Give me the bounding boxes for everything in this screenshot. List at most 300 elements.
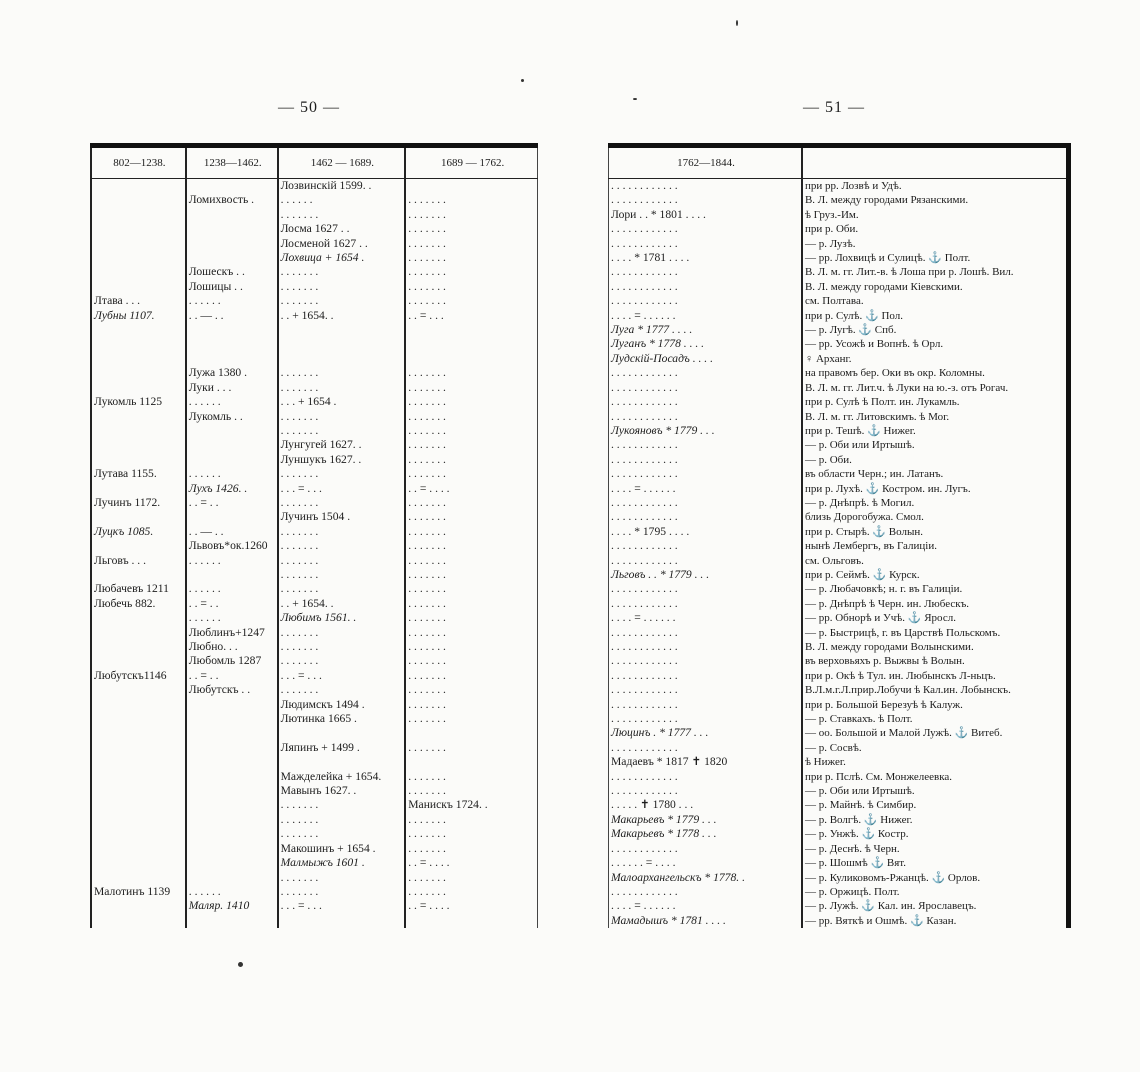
table-cell: . . = . . . . — [405, 899, 537, 913]
table-row — [609, 827, 1069, 841]
table-cell: — р. Шошмѣ ⚓ Вят. — [802, 856, 1069, 870]
table-cell: . . . . . . . — [278, 410, 406, 424]
table-cell: Лютинка 1665 . — [278, 712, 406, 726]
table-cell — [91, 438, 186, 452]
table-cell: . . . . . . . — [405, 208, 537, 222]
table-cell: . . . . . . . . . . . . — [609, 179, 802, 194]
table-row — [91, 885, 538, 899]
table-cell: . . . . . . . — [405, 683, 537, 697]
table-cell: . . . . . . . — [405, 741, 537, 755]
table-cell: . . . . . . . — [278, 827, 406, 841]
table-cell — [405, 726, 537, 740]
table-row — [91, 871, 538, 885]
table-cell: — р. Оржицѣ. Полт. — [802, 885, 1069, 899]
table-row — [91, 842, 538, 856]
table-row — [609, 208, 1069, 222]
table-cell — [186, 222, 278, 236]
table-cell: . . . . . . . — [278, 582, 406, 596]
table-cell: В. Л. между городами Рязанскими. — [802, 193, 1069, 207]
table-row — [91, 352, 538, 366]
table-row — [609, 582, 1069, 596]
ink-speck — [633, 98, 637, 100]
table-row — [609, 626, 1069, 640]
table-cell: . . . . . . . — [405, 193, 537, 207]
table-row — [91, 309, 538, 323]
table-cell: — р. Ставкахъ. ѣ Полт. — [802, 712, 1069, 726]
table-cell: . . . . . . . — [278, 496, 406, 510]
table-cell: — р. Оби или Иртышѣ. — [802, 784, 1069, 798]
table-cell: . . . . . . . — [405, 842, 537, 856]
table-row — [609, 280, 1069, 294]
table-cell: Малмыжъ 1601 . — [278, 856, 406, 870]
table-cell: ѣ Нижег. — [802, 755, 1069, 769]
table-cell: Лукомль 1125 — [91, 395, 186, 409]
table-cell: . . . . . . . — [278, 381, 406, 395]
table-row — [609, 798, 1069, 812]
table-row — [91, 237, 538, 251]
table-cell — [91, 654, 186, 668]
table-cell: . . . . . . . — [278, 280, 406, 294]
table-row — [609, 539, 1069, 553]
table-cell: . . . . . . . — [405, 770, 537, 784]
table-cell: . . = . . — [186, 669, 278, 683]
table-cell: . . . . . . . — [278, 813, 406, 827]
table-cell: Любимъ 1561. . — [278, 611, 406, 625]
table-cell: . . . . . . . . . . . . — [609, 222, 802, 236]
table-cell: на правомъ бер. Оки въ окр. Коломны. — [802, 366, 1069, 380]
ink-speck — [521, 79, 524, 82]
table-cell: . . + 1654. . — [278, 309, 406, 323]
table-row — [91, 410, 538, 424]
table-cell: . . . . . . . — [278, 798, 406, 812]
table-cell: — р. Оби. — [802, 453, 1069, 467]
table-row — [609, 871, 1069, 885]
table-cell: . . . . . . . . . . . . — [609, 654, 802, 668]
table-cell: Лосма 1627 . . — [278, 222, 406, 236]
table-cell: . . . . . . . — [405, 885, 537, 899]
table-row — [91, 294, 538, 308]
table-cell — [278, 352, 406, 366]
table-row — [91, 323, 538, 337]
table-cell: . . . = . . . — [278, 482, 406, 496]
table-cell — [91, 280, 186, 294]
table-cell: В. Л. м. гг. Лит.-в. ѣ Лоша при р. Лошѣ. Вил. — [802, 265, 1069, 279]
table-row — [91, 654, 538, 668]
table-row — [91, 381, 538, 395]
table-cell: Любутскъ1146 — [91, 669, 186, 683]
table-cell: въ области Черн.; ин. Латанъ. — [802, 467, 1069, 481]
table-row — [91, 280, 538, 294]
table-cell: Лошескъ . . — [186, 265, 278, 279]
table-cell — [186, 453, 278, 467]
left-header-col-4: 1689 — 1762. — [405, 146, 537, 179]
table-cell: . . . . . . . — [405, 525, 537, 539]
table-cell: — р. Лужѣ. ⚓ Кал. ин. Ярославецъ. — [802, 899, 1069, 913]
table-cell: . . . . . . . — [405, 265, 537, 279]
table-cell: . . . . . . . . . . . . — [609, 741, 802, 755]
table-cell: Лучинъ 1504 . — [278, 510, 406, 524]
table-cell — [186, 755, 278, 769]
table-cell: . . . . . . — [186, 554, 278, 568]
table-cell — [186, 179, 278, 194]
table-row — [609, 467, 1069, 481]
table-cell: Мавынъ 1627. . — [278, 784, 406, 798]
table-cell: В.Л.м.г.Л.прир.Лобучи ѣ Кал.ин. Лобынскъ. — [802, 683, 1069, 697]
table-row — [91, 813, 538, 827]
table-cell: . . . . . . . — [278, 554, 406, 568]
table-cell — [91, 741, 186, 755]
table-cell — [91, 899, 186, 913]
table-cell — [186, 251, 278, 265]
table-cell: Люблинъ+1247 — [186, 626, 278, 640]
table-cell — [186, 438, 278, 452]
table-row — [91, 366, 538, 380]
table-cell: . . . . . . . . . . . . — [609, 294, 802, 308]
table-cell — [91, 453, 186, 467]
table-cell — [186, 813, 278, 827]
table-cell: . . . . . . . — [405, 827, 537, 841]
table-cell: . . . . . . . . . . . . — [609, 683, 802, 697]
left-header-col-2: 1238—1462. — [186, 146, 278, 179]
table-cell: . . . . . . = . . . . — [609, 856, 802, 870]
table-cell: Люцинъ . * 1777 . . . — [609, 726, 802, 740]
page-number-left: — 50 — — [278, 99, 340, 116]
table-cell: — рр. Обнорѣ и Учѣ. ⚓ Яросл. — [802, 611, 1069, 625]
table-cell: . . . . . . . — [405, 366, 537, 380]
table-cell: ѣ Груз.-Им. — [802, 208, 1069, 222]
table-cell: Лукояновъ * 1779 . . . — [609, 424, 802, 438]
table-cell: . . . . . . — [186, 467, 278, 481]
table-cell: Лори . . * 1801 . . . . — [609, 208, 802, 222]
ink-speck — [238, 962, 243, 967]
table-cell: Луга * 1777 . . . . — [609, 323, 802, 337]
table-cell: — рр. Усожѣ и Вопнѣ. ѣ Орл. — [802, 337, 1069, 351]
table-cell — [91, 770, 186, 784]
table-cell: . . . = . . . — [278, 899, 406, 913]
table-cell: Лужа 1380 . — [186, 366, 278, 380]
table-cell — [91, 784, 186, 798]
left-header-col-1: 802—1238. — [91, 146, 186, 179]
table-row — [91, 770, 538, 784]
table-row — [609, 294, 1069, 308]
table-cell: при р. Пслѣ. См. Монжелеевка. — [802, 770, 1069, 784]
table-cell — [91, 813, 186, 827]
table-cell: см. Полтава. — [802, 294, 1069, 308]
table-row — [91, 525, 538, 539]
table-row — [91, 726, 538, 740]
table-cell: . . . . . . . — [405, 597, 537, 611]
table-cell: при р. Сулѣ ѣ Полт. ин. Лукамль. — [802, 395, 1069, 409]
table-cell: . . . . . . . — [405, 871, 537, 885]
table-cell — [186, 323, 278, 337]
table-cell: . . . . . . . — [278, 640, 406, 654]
table-row — [91, 337, 538, 351]
table-cell: . . + 1654. . — [278, 597, 406, 611]
table-row — [609, 193, 1069, 207]
table-row — [609, 525, 1069, 539]
table-cell: нынѣ Лембергъ, въ Галиціи. — [802, 539, 1069, 553]
table-row — [609, 554, 1069, 568]
table-cell — [278, 755, 406, 769]
table-row — [91, 438, 538, 452]
table-cell — [91, 640, 186, 654]
table-row — [609, 611, 1069, 625]
table-cell — [186, 208, 278, 222]
table-cell: . . . . . . . . . . . . — [609, 597, 802, 611]
table-cell: Мажделейка + 1654. — [278, 770, 406, 784]
table-row — [609, 251, 1069, 265]
table-cell: . . . . . . . . . . . . — [609, 640, 802, 654]
table-cell: — р. Деснѣ. ѣ Черн. — [802, 842, 1069, 856]
table-cell: . . . . . . . — [278, 871, 406, 885]
table-cell: . . . . . . . — [278, 539, 406, 553]
table-cell: Малотинъ 1139 — [91, 885, 186, 899]
table-row — [609, 698, 1069, 712]
table-cell — [91, 366, 186, 380]
table-row — [91, 669, 538, 683]
table-cell — [405, 179, 537, 194]
table-row — [609, 683, 1069, 697]
table-cell — [91, 410, 186, 424]
table-row — [609, 597, 1069, 611]
table-cell: . . . . . . . . . . . . — [609, 582, 802, 596]
table-cell: . . . . . . . — [405, 424, 537, 438]
table-cell: . . . . . . . — [405, 813, 537, 827]
table-cell — [405, 323, 537, 337]
table-cell: . . . . . . . . . . . . — [609, 410, 802, 424]
table-cell — [91, 251, 186, 265]
table-cell: . . = . . . . — [405, 856, 537, 870]
table-cell: Малоархангельскъ * 1778. . — [609, 871, 802, 885]
table-cell: — р. Оби или Иртышѣ. — [802, 438, 1069, 452]
table-cell — [91, 626, 186, 640]
table-cell — [278, 914, 406, 928]
table-row — [609, 568, 1069, 582]
table-cell: ♀ Арханг. — [802, 352, 1069, 366]
table-cell — [91, 842, 186, 856]
table-cell — [186, 352, 278, 366]
table-cell: . . = . . . . — [405, 482, 537, 496]
table-row — [609, 395, 1069, 409]
table-cell: . . . . . . . . . . . . — [609, 193, 802, 207]
table-cell: . . . . . . . — [405, 453, 537, 467]
table-row — [609, 510, 1069, 524]
table-cell: . . . . . . . . . . . . — [609, 237, 802, 251]
table-cell — [186, 798, 278, 812]
table-cell: . . . . . . — [186, 611, 278, 625]
table-row — [609, 438, 1069, 452]
table-cell: Лухъ 1426. . — [186, 482, 278, 496]
table-row — [91, 597, 538, 611]
table-cell — [405, 337, 537, 351]
table-cell — [186, 741, 278, 755]
table-cell: . . . . . . . — [278, 654, 406, 668]
table-cell: въ верховьяхъ р. Выжвы ѣ Волын. — [802, 654, 1069, 668]
table-row — [91, 539, 538, 553]
table-cell: Луцкъ 1085. — [91, 525, 186, 539]
table-cell: . . . . = . . . . . . — [609, 309, 802, 323]
table-cell: см. Ольговъ. — [802, 554, 1069, 568]
table-row — [91, 222, 538, 236]
right-page-table — [608, 143, 1071, 928]
table-cell — [91, 352, 186, 366]
table-cell: Львовъ*ок.1260 — [186, 539, 278, 553]
table-cell: Луганъ * 1778 . . . . — [609, 337, 802, 351]
table-row — [609, 309, 1069, 323]
table-cell — [186, 871, 278, 885]
table-cell: В. Л. между городами Кіевскими. — [802, 280, 1069, 294]
table-cell: — р. Лугѣ. ⚓ Спб. — [802, 323, 1069, 337]
table-cell — [186, 698, 278, 712]
table-cell: Лубны 1107. — [91, 309, 186, 323]
table-cell — [91, 179, 186, 194]
table-cell: . . . . . . . — [405, 611, 537, 625]
right-header-col-1: 1762—1844. — [609, 146, 802, 179]
table-row — [609, 366, 1069, 380]
table-cell: . . . . . . . . . . . . — [609, 366, 802, 380]
table-row — [609, 899, 1069, 913]
table-cell: Манискъ 1724. . — [405, 798, 537, 812]
table-cell: при р. Лухѣ. ⚓ Костром. ин. Лугъ. — [802, 482, 1069, 496]
table-cell — [91, 381, 186, 395]
table-row — [91, 784, 538, 798]
table-cell — [91, 827, 186, 841]
table-cell: Лукомль . . — [186, 410, 278, 424]
table-cell — [186, 827, 278, 841]
table-row — [91, 568, 538, 582]
table-cell: Любно. . . — [186, 640, 278, 654]
table-cell — [91, 755, 186, 769]
table-cell: . . . . . . . . . . . . — [609, 467, 802, 481]
table-row — [91, 482, 538, 496]
table-cell: . . . . . . . — [278, 683, 406, 697]
table-cell: Мамадышъ * 1781 . . . . — [609, 914, 802, 928]
table-cell: . . . . . . . — [278, 424, 406, 438]
table-cell — [278, 337, 406, 351]
table-cell: . . . . . . . — [278, 885, 406, 899]
right-header-col-2 — [802, 146, 1069, 179]
table-cell: . . . . . . — [186, 395, 278, 409]
table-cell: — р. Сосвѣ. — [802, 741, 1069, 755]
table-cell — [186, 914, 278, 928]
table-cell: при р. Тешѣ. ⚓ Нижег. — [802, 424, 1069, 438]
table-row — [91, 395, 538, 409]
table-cell: Лтава . . . — [91, 294, 186, 308]
table-cell — [186, 568, 278, 582]
table-cell: . . . . . . . . . . . . — [609, 784, 802, 798]
left-header-col-3: 1462 — 1689. — [278, 146, 406, 179]
table-cell: . . . . . . . — [405, 280, 537, 294]
table-cell: Льговъ . . . — [91, 554, 186, 568]
table-cell: . . . . . . . — [405, 784, 537, 798]
table-row — [91, 424, 538, 438]
table-cell: . . . . . . . . . . . . — [609, 395, 802, 409]
table-row — [609, 424, 1069, 438]
left-page-table — [90, 143, 538, 928]
table-cell — [91, 337, 186, 351]
table-cell: . . . . . . . — [405, 510, 537, 524]
table-cell: — р. Днѣпрѣ. ѣ Могил. — [802, 496, 1069, 510]
table-cell: Луки . . . — [186, 381, 278, 395]
table-row — [91, 554, 538, 568]
table-row — [91, 914, 538, 928]
table-row — [609, 640, 1069, 654]
table-cell — [186, 510, 278, 524]
table-cell — [91, 611, 186, 625]
table-cell: . . . . . . . . . . . . — [609, 698, 802, 712]
table-cell: — р. Любачовкѣ; н. г. въ Галиціи. — [802, 582, 1069, 596]
table-cell: . . . . . . . — [278, 467, 406, 481]
page-number-right: — 51 — — [803, 99, 865, 116]
table-cell — [91, 482, 186, 496]
table-cell: . . . . . . . — [278, 208, 406, 222]
table-cell — [91, 208, 186, 222]
table-row — [91, 712, 538, 726]
table-cell: . . . . . . . . . . . . — [609, 381, 802, 395]
table-cell: . . . . . . . — [405, 251, 537, 265]
table-cell: . . . . * 1795 . . . . — [609, 525, 802, 539]
table-cell — [278, 726, 406, 740]
table-cell — [186, 424, 278, 438]
table-cell: . . . . . . — [186, 885, 278, 899]
table-cell: Любечь 882. — [91, 597, 186, 611]
table-cell: Любомль 1287 — [186, 654, 278, 668]
table-row — [609, 813, 1069, 827]
table-row — [609, 410, 1069, 424]
table-row — [91, 467, 538, 481]
table-row — [91, 510, 538, 524]
table-cell: . . = . . — [186, 496, 278, 510]
table-row — [91, 755, 538, 769]
table-cell: при рр. Лозвѣ и Удѣ. — [802, 179, 1069, 194]
table-cell: — рр. Лохвицѣ и Сулицѣ. ⚓ Полт. — [802, 251, 1069, 265]
table-cell: . . . . . . . . . . . . — [609, 438, 802, 452]
table-cell: при р. Большой Березуѣ ѣ Калуж. — [802, 698, 1069, 712]
table-cell — [186, 726, 278, 740]
table-cell: . . . . . . . — [405, 381, 537, 395]
table-row — [91, 798, 538, 812]
table-row — [91, 640, 538, 654]
left-table-header-row — [91, 146, 538, 179]
table-cell — [91, 193, 186, 207]
table-cell: Макарьевъ * 1779 . . . — [609, 813, 802, 827]
table-cell — [186, 712, 278, 726]
table-row — [609, 842, 1069, 856]
table-cell: . . . . . . . — [278, 265, 406, 279]
table-cell — [278, 323, 406, 337]
table-cell: . . . . . . . — [405, 669, 537, 683]
table-cell: . . . . . . . — [405, 237, 537, 251]
table-cell — [405, 352, 537, 366]
table-cell: . . . . . . . . . . . . — [609, 265, 802, 279]
table-cell: Лутава 1155. — [91, 467, 186, 481]
table-cell: . . . . . . — [278, 193, 406, 207]
table-cell: — р. Быстрицѣ, г. въ Царствѣ Польскомъ. — [802, 626, 1069, 640]
table-cell — [91, 424, 186, 438]
table-cell: Ляпинъ + 1499 . — [278, 741, 406, 755]
table-cell: . . . . . ✝ 1780 . . . — [609, 798, 802, 812]
table-row — [91, 899, 538, 913]
table-cell: . . . . . . . . . . . . — [609, 554, 802, 568]
table-cell: В. Л. м. гг. Лит.ч. ѣ Луки на ю.-з. отъ Рогач. — [802, 381, 1069, 395]
table-cell: . . . . . . . — [278, 626, 406, 640]
table-cell: . . . . . . . — [405, 582, 537, 596]
table-cell: при р. Окѣ ѣ Тул. ин. Любынскъ Л-ньцъ. — [802, 669, 1069, 683]
table-cell: . . — . . — [186, 525, 278, 539]
table-row — [609, 496, 1069, 510]
table-cell: при р. Оби. — [802, 222, 1069, 236]
table-cell: . . . . . . . . . . . . — [609, 510, 802, 524]
